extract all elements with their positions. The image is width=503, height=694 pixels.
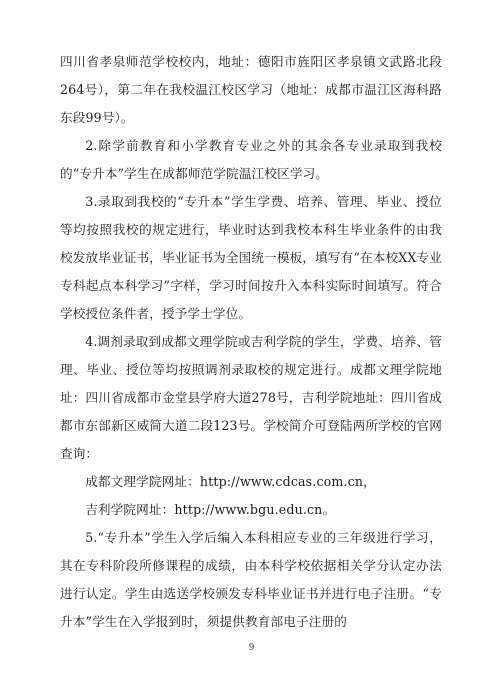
item-2-paragraph: 2.除学前教育和小学教育专业之外的其余各专业录取到我校的“专升本”学生在成都师范学院温江校区学习。 — [60, 138, 442, 181]
item-4-paragraph: 4.调剂录取到成都文理学院或吉利学院的学生，学费、培养、管理、毕业、授位等均按照调剂录取校的规定进行。成都文理学院地址：四川省成都市金堂县学府大道278号，吉利学院地址：四川省成都市东部新区威简大道二段123号。学校简介可登陆两所学校的官网查询： — [60, 334, 442, 461]
cdcas-website-line: 成都文理学院网址：http://www.cdcas.com.cn， — [85, 474, 376, 489]
document-body — [60, 48, 442, 636]
bgu-website-line: 吉利学院网址：http://www.bgu.edu.cn。 — [85, 502, 336, 517]
page-number: 9 — [248, 643, 255, 653]
item-3-paragraph: 3.录取到我校的“专升本”学生学费、培养、管理、毕业、授位等均按照我校的规定进行，毕业时达到我校本科生毕业条件的由我校发放毕业证书，毕业证书为全国统一模板，填写有“在本校XX专业专科起点本科学习”字样，学习时间按升入本科实际时间填写。符合学校授位条件者，授予学士学位。 — [60, 194, 442, 321]
campus-address-paragraph: 四川省孝泉师范学校校内，地址：德阳市旌阳区孝泉镇文武路北段264号），第二年在我校温江校区学习（地址：成都市温江区海科路东段99号）。 — [60, 54, 442, 125]
item-5-paragraph: 5.“专升本”学生入学后编入本科相应专业的三年级进行学习，其在专科阶段所修课程的成绩，由本科学校依据相关学分认定办法进行认定。学生由选送学校颁发专科毕业证书并进行电子注册。“专升本”学生在入学报到时，须提供教育部电子注册的 — [60, 530, 442, 629]
